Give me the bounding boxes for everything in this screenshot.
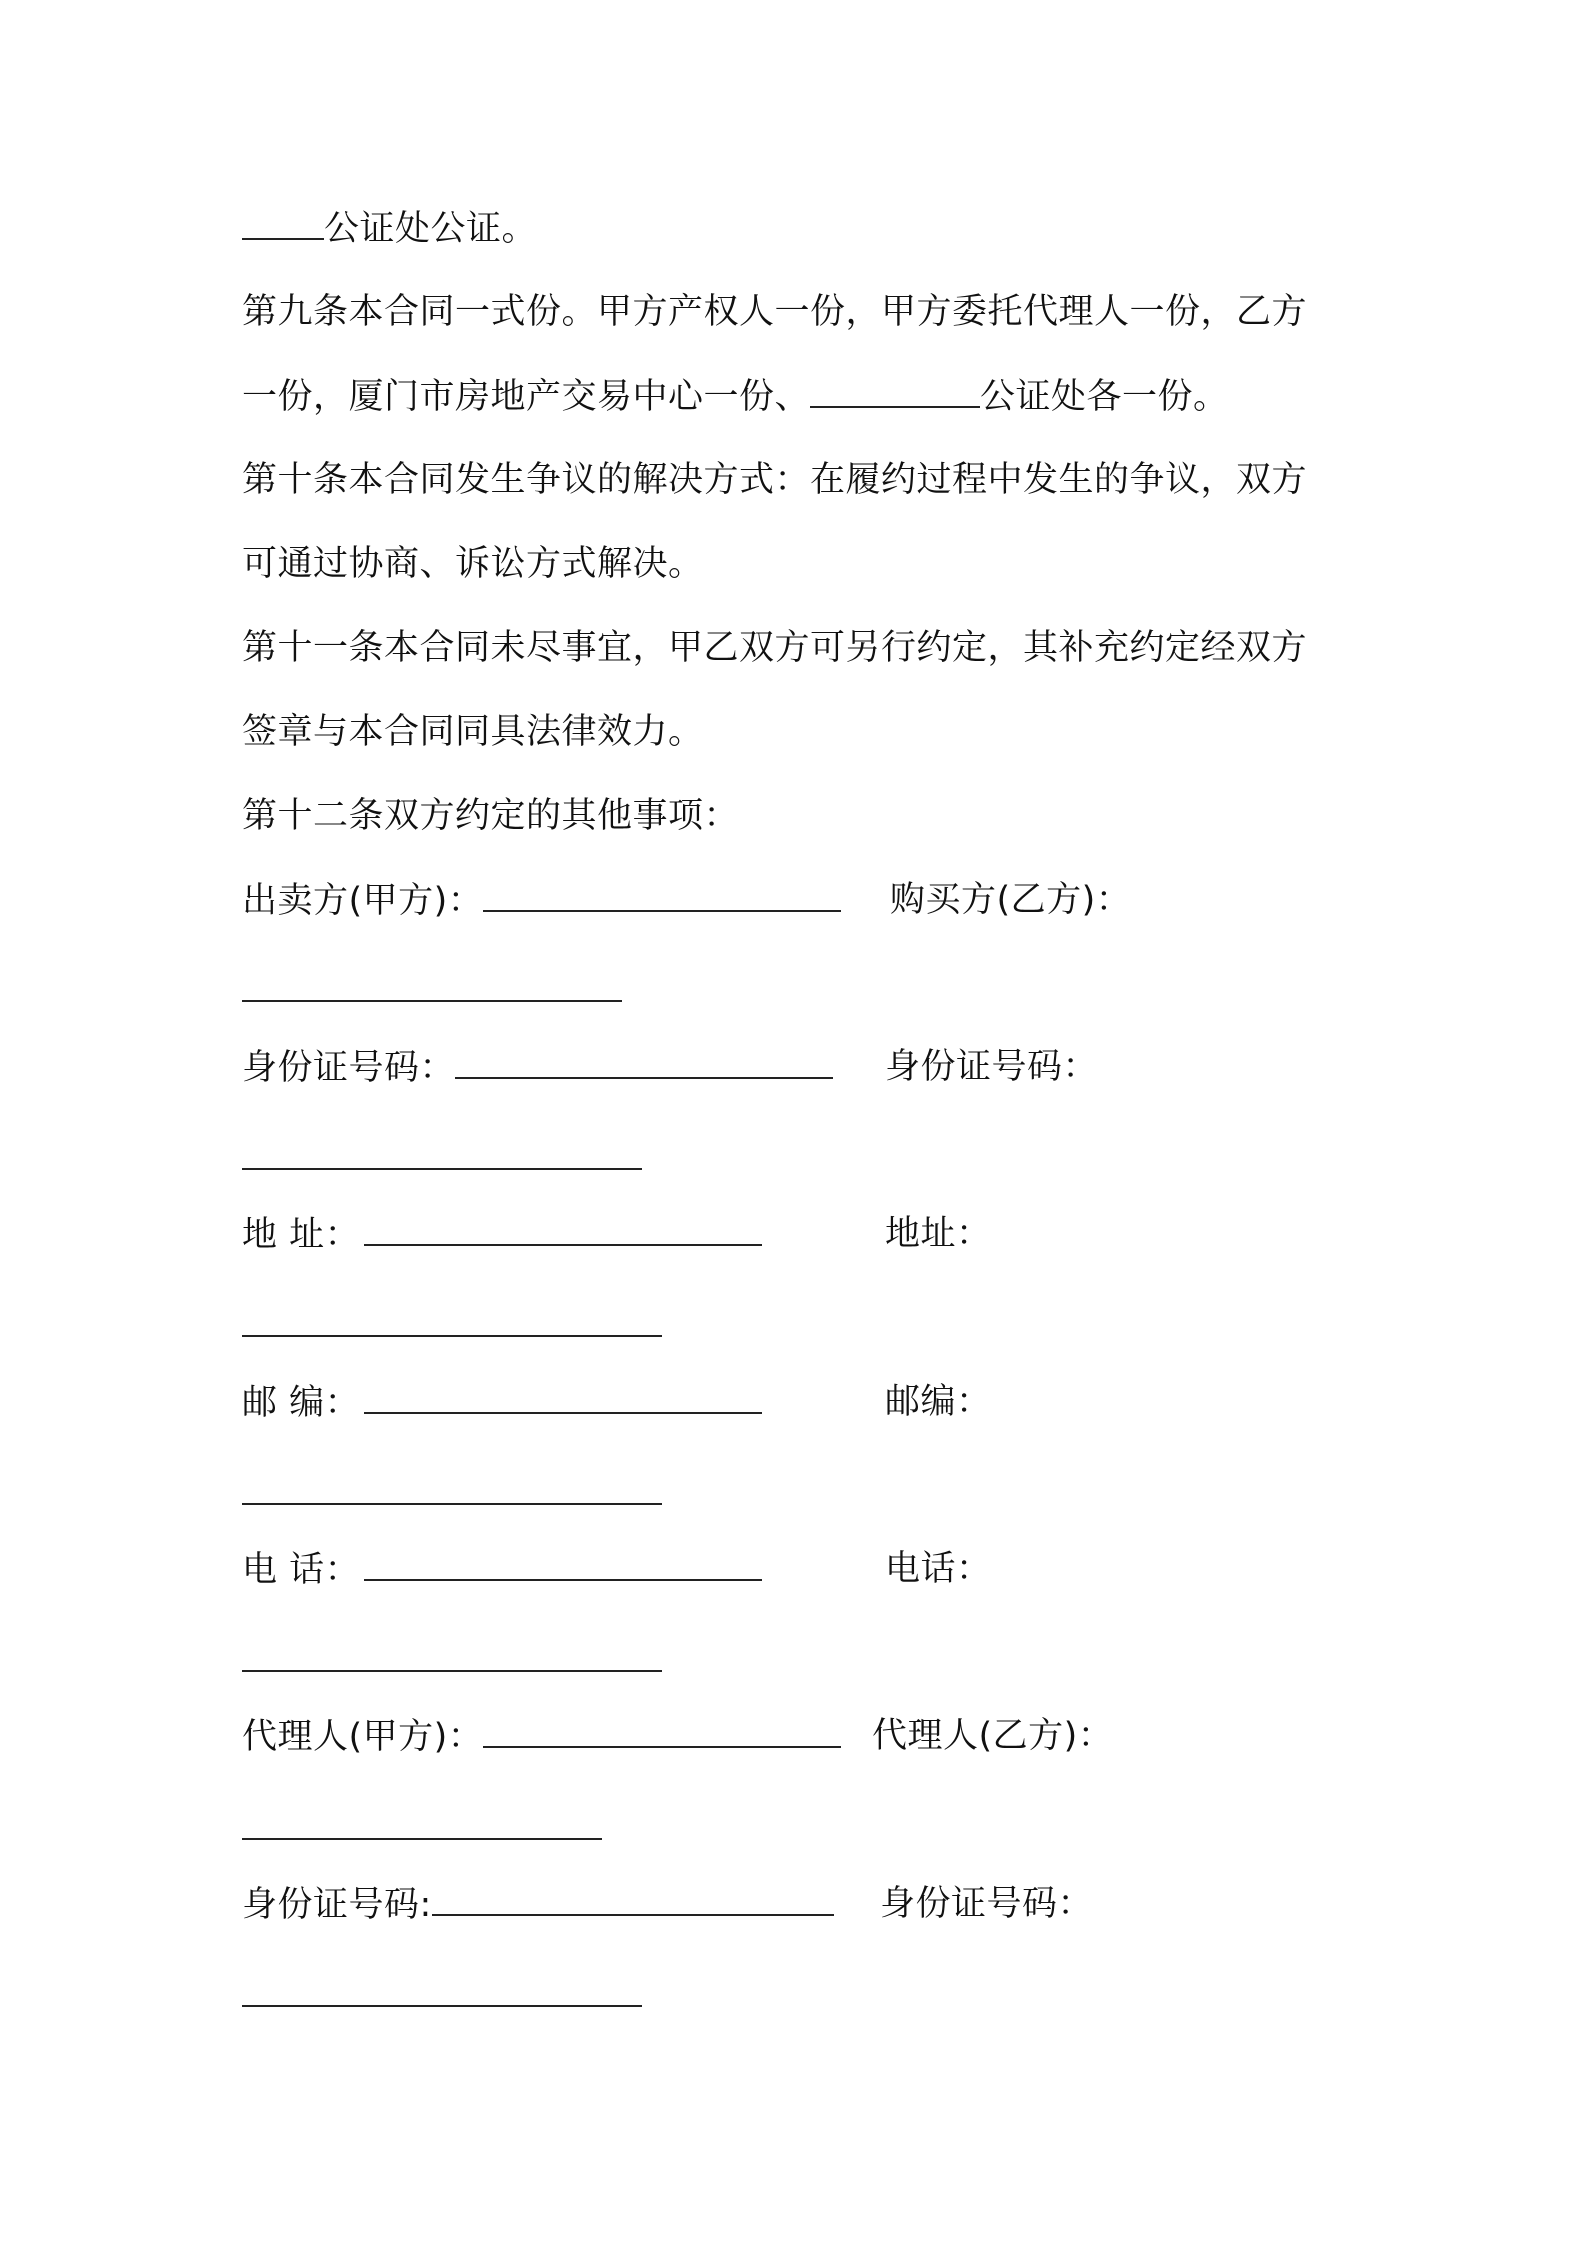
buyer-agent-id-blank	[242, 2005, 642, 2007]
buyer-id-label: 身份证号码：	[885, 1047, 1099, 1087]
buyer-id-blank	[242, 1168, 642, 1170]
article-9-line-2	[242, 372, 1229, 421]
seller-agent-label: 代理人(甲方)：	[242, 1717, 484, 1757]
buyer-agent-label: 代理人(乙方)：	[872, 1716, 1114, 1756]
seller-id-blank	[455, 1043, 833, 1079]
seller-address-blank	[364, 1210, 762, 1246]
buyer-postcode-blank	[242, 1503, 662, 1505]
seller-blank	[483, 876, 841, 912]
seller-address-label: 地 址：	[242, 1215, 361, 1255]
seller-row	[242, 876, 841, 925]
article-11-line-1: 第十一条本合同未尽事宜，甲乙双方可另行约定，其补充约定经双方	[242, 628, 1308, 668]
article-10-line-1: 第十条本合同发生争议的解决方式：在履约过程中发生的争议，双方	[242, 460, 1308, 500]
seller-agent-blank	[483, 1712, 841, 1748]
seller-phone-label: 电 话：	[242, 1550, 361, 1590]
blank-line	[242, 204, 324, 240]
seller-postcode-label: 邮 编：	[242, 1383, 361, 1423]
blank-line	[810, 372, 980, 408]
buyer-blank	[242, 1000, 622, 1002]
postcode-row	[242, 1378, 762, 1427]
buyer-label: 购买方(乙方)：	[890, 880, 1132, 920]
seller-agent-id-blank	[432, 1880, 834, 1916]
agent-row	[242, 1712, 841, 1761]
buyer-agent-id-label: 身份证号码：	[880, 1884, 1094, 1924]
notary-suffix: 公证处公证。	[324, 209, 538, 249]
seller-id-label: 身份证号码：	[242, 1048, 456, 1088]
article-9-text-a: 一份，厦门市房地产交易中心一份、	[242, 377, 811, 417]
seller-phone-blank	[364, 1545, 762, 1581]
phone-row	[242, 1545, 762, 1594]
buyer-phone-blank	[242, 1670, 662, 1672]
article-9-line-1: 第九条本合同一式份。甲方产权人一份，甲方委托代理人一份，乙方	[242, 292, 1308, 332]
article-10-line-2: 可通过协商、诉讼方式解决。	[242, 544, 704, 584]
seller-label: 出卖方(甲方)：	[242, 881, 484, 921]
buyer-postcode-label: 邮编：	[885, 1382, 992, 1422]
buyer-phone-label: 电话：	[885, 1549, 992, 1589]
buyer-agent-blank	[242, 1838, 602, 1840]
article-11-line-2: 签章与本合同同具法律效力。	[242, 712, 704, 752]
id-row	[242, 1043, 833, 1092]
buyer-address-label: 地址：	[885, 1214, 992, 1254]
seller-agent-id-label: 身份证号码:	[242, 1885, 432, 1925]
seller-postcode-blank	[364, 1378, 762, 1414]
buyer-address-blank	[242, 1335, 662, 1337]
address-row	[242, 1210, 762, 1259]
article-9-text-b: 公证处各一份。	[980, 377, 1229, 417]
notary-line	[242, 204, 537, 253]
agent-id-row	[242, 1880, 834, 1929]
article-12: 第十二条双方约定的其他事项：	[242, 796, 740, 836]
